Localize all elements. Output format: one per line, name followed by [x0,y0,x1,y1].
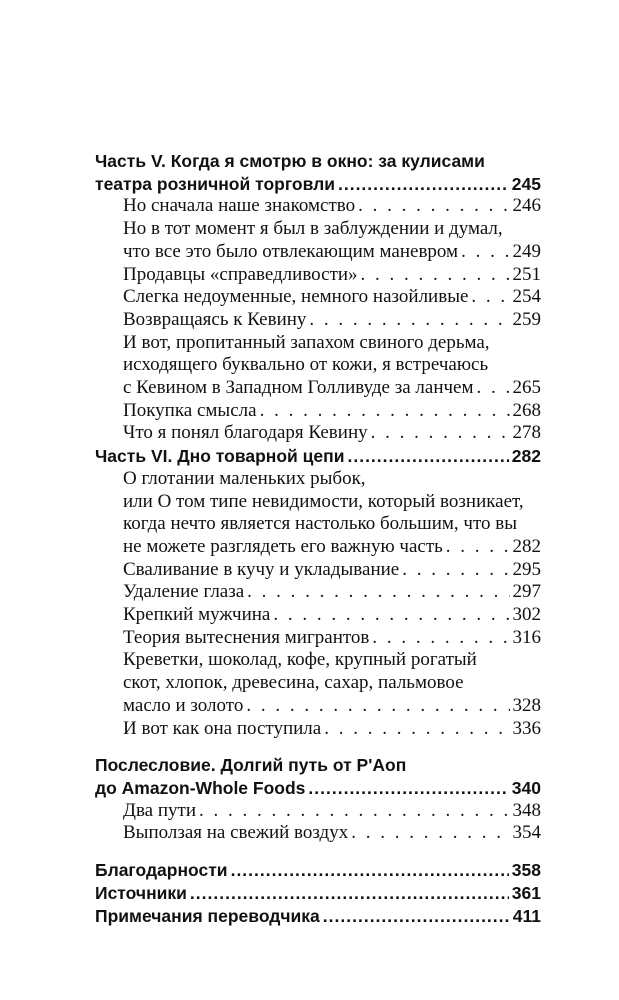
toc-line [95,241,541,264]
page-number: 278 [512,422,541,444]
dot-leader [231,859,509,882]
toc-line [95,822,541,845]
toc-line [95,905,541,928]
toc-line [95,627,541,650]
toc-entry [95,822,541,845]
page-number: 316 [512,626,541,648]
dot-leader [361,264,510,287]
dot-leader [190,882,509,905]
page-number: 340 [511,777,541,798]
toc-line [95,754,541,777]
dot-leader [273,604,509,627]
toc-line-text: Покупка смысла [123,399,257,421]
dot-leader [246,695,509,718]
page-number: 328 [512,694,541,716]
toc-line-text: Благодарности [95,860,228,881]
toc-line-text: И вот как она поступила [123,717,322,739]
toc-line-text: Но в тот момент я был в заблуждении и думал, [123,218,503,240]
toc-line [95,491,541,514]
dot-leader [309,309,509,332]
toc-line-text: Но сначала наше знакомство [123,195,356,217]
page-number: 361 [511,882,541,903]
toc-line-text: или О том типе невидимости, который возникает, [123,490,524,512]
toc-entry [95,627,541,650]
toc-line-text: И вот, пропитанный запахом свиного дерьма, [123,331,490,353]
dot-leader [461,241,509,264]
dot-leader [477,377,510,400]
toc-line [95,859,541,882]
toc-line [95,195,541,218]
page-number: 245 [511,173,541,194]
toc-section [95,754,541,845]
toc-line [95,264,541,287]
page-number: 358 [511,860,541,881]
toc-section [95,445,541,740]
dot-leader [247,581,509,604]
page-number: 295 [512,558,541,580]
toc-line-text: Два пути [123,799,197,821]
page-number: 251 [512,263,541,285]
dot-leader [471,286,509,309]
dot-leader [402,559,509,582]
toc-entry [95,286,541,309]
toc-line-text: Часть V. Когда я смотрю в окно: за кулисами [95,151,485,171]
toc-section [95,859,541,882]
toc-line-text: Примечания переводчика [95,905,320,926]
toc-line [95,882,541,905]
toc-line-text: Возвращаясь к Кевину [123,308,307,330]
toc-part-heading [95,150,541,195]
dot-leader [323,905,510,928]
toc-section [95,150,541,445]
dot-leader [308,777,508,800]
toc-entry [95,218,541,263]
toc-line [95,649,541,672]
toc-line [95,173,541,196]
toc-line [95,218,541,241]
toc-line [95,445,541,468]
toc-entry [95,400,541,423]
toc-line-text: когда нечто является настолько большим, что вы [123,513,517,535]
dot-leader [260,400,510,423]
toc-section [95,905,541,928]
toc-line [95,672,541,695]
toc-line-text: Послесловие. Долгий путь от Р'Аоп [95,755,407,776]
toc-line [95,400,541,423]
toc-entry [95,264,541,287]
toc-line [95,800,541,823]
dot-leader [372,627,509,650]
page-number: 282 [511,446,541,467]
toc-line [95,718,541,741]
toc-line [95,536,541,559]
dot-leader [199,800,509,823]
toc-part-heading [95,754,541,799]
toc-line-text: Выползая на свежий воздух [123,822,349,844]
toc-line-text: Удаление глаза [123,581,245,603]
dot-leader [358,195,509,218]
page-number: 249 [512,240,541,262]
toc-part-heading [95,445,541,468]
page-number: 282 [512,535,541,557]
toc-line-text: театра розничной торговли [95,173,335,194]
toc-line [95,309,541,332]
toc-line-text: исходящего буквально от кожи, я встречаюсь [123,354,489,376]
page-number: 259 [512,308,541,330]
toc-line-text: что все это было отвлекающим маневром [123,240,459,262]
toc-line [95,695,541,718]
toc-line-text: Источники [95,882,187,903]
dot-leader [338,173,509,196]
page-number: 265 [512,377,541,399]
toc-entry [95,422,541,445]
page-number: 254 [512,286,541,308]
toc-line [95,513,541,536]
page-number: 302 [512,604,541,626]
toc-line-text: Часть VI. Дно товарной цепи [95,446,345,467]
page-number: 354 [512,822,541,844]
toc-line [95,354,541,377]
toc-section [95,882,541,905]
toc-entry [95,718,541,741]
page-number: 268 [512,399,541,421]
page-number: 297 [512,581,541,603]
toc-part-heading [95,882,541,905]
toc-line [95,468,541,491]
toc-line-text: Что я понял благодаря Кевину [123,422,368,444]
toc-entry [95,309,541,332]
toc-line-text: Теория вытеснения мигрантов [123,626,370,648]
toc-line [95,286,541,309]
toc-line-text: с Кевином в Западном Голливуде за ланчем [123,377,474,399]
toc-line-text: Креветки, шоколад, кофе, крупный рогатый [123,649,477,671]
dot-leader [347,445,508,468]
toc-line [95,422,541,445]
toc-entry [95,559,541,582]
dot-leader [351,822,509,845]
toc-line [95,377,541,400]
toc-entry [95,468,541,559]
toc-line [95,332,541,355]
toc-line-text: Продавцы «справедливости» [123,263,358,285]
toc-line-text: скот, хлопок, древесина, сахар, пальмовое [123,672,464,694]
toc-line-text: до Amazon-Whole Foods [95,777,306,798]
toc-line-text: Крепкий мужчина [123,604,271,626]
toc-entry [95,604,541,627]
toc-line-text: масло и золото [123,694,244,716]
toc-entry [95,332,541,400]
toc-entry [95,649,541,717]
toc-entry [95,195,541,218]
toc-entry [95,800,541,823]
toc-line-text: не можете разглядеть его важную часть [123,535,443,557]
dot-leader [324,718,509,741]
toc-entry [95,581,541,604]
toc-line [95,559,541,582]
toc-line [95,581,541,604]
toc-line-text: Слегка недоуменные, немного назойливые [123,286,469,308]
toc-line-text: О глотании маленьких рыбок, [123,467,366,489]
page-number: 336 [512,717,541,739]
toc-line-text: Сваливание в кучу и укладывание [123,558,400,580]
toc-part-heading [95,859,541,882]
table-of-contents [95,150,541,927]
page-number: 411 [512,905,541,926]
toc-part-heading [95,905,541,928]
dot-leader [446,536,510,559]
toc-line [95,604,541,627]
page-number: 348 [512,799,541,821]
toc-line [95,777,541,800]
dot-leader [371,422,510,445]
page-number: 246 [512,195,541,217]
toc-line [95,150,541,173]
